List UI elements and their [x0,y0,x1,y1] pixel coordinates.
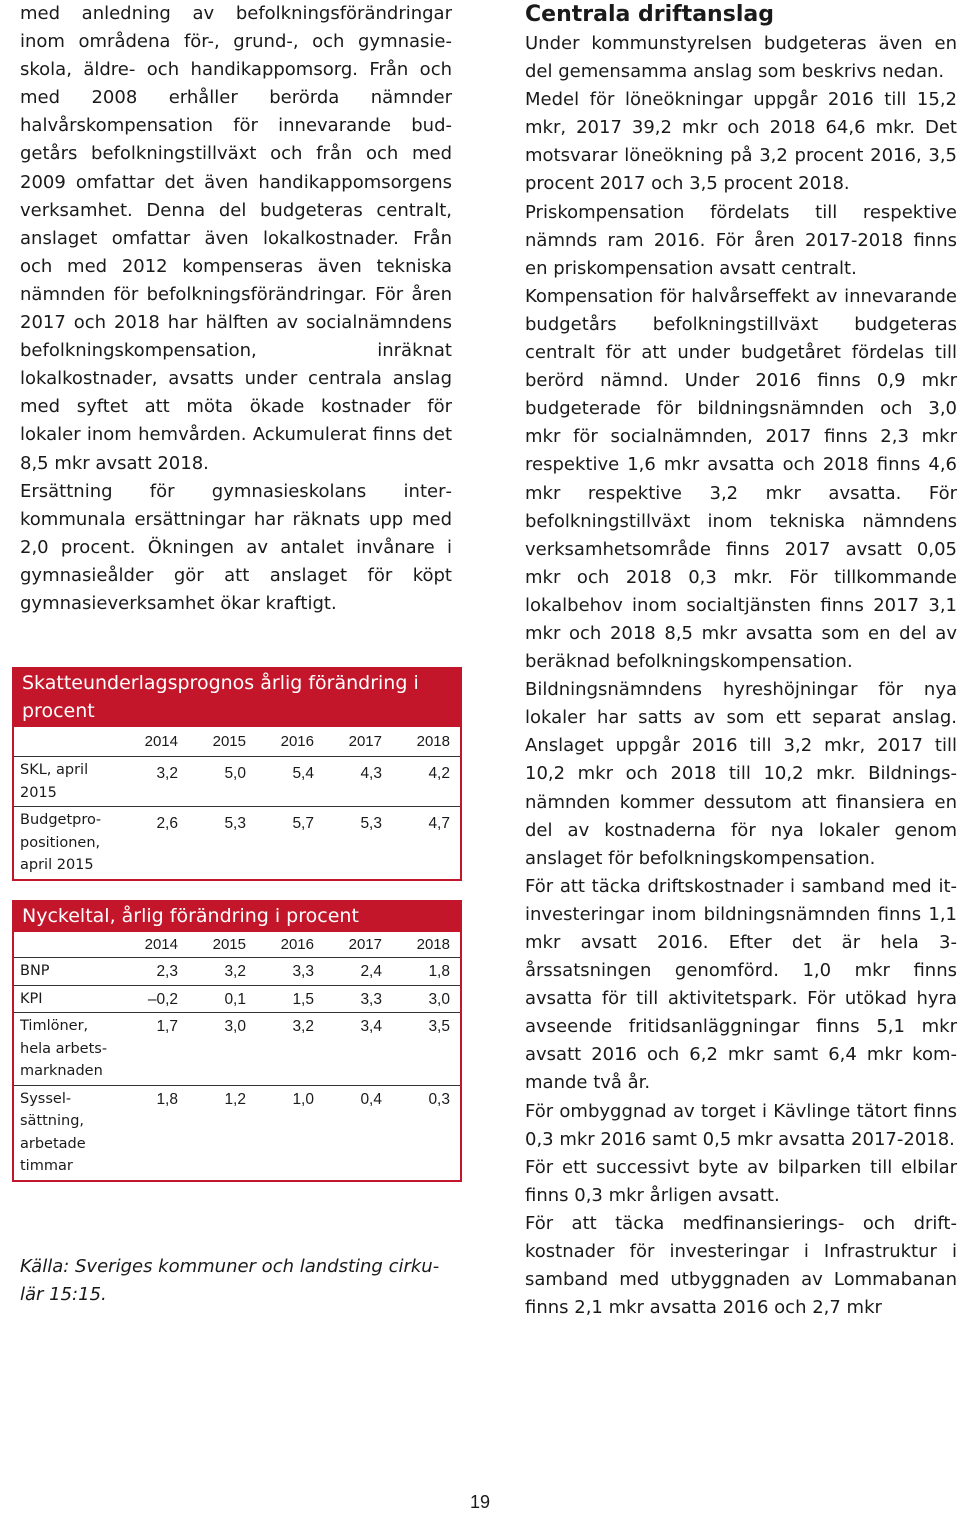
year-header: 2018 [416,733,450,750]
body-paragraph: med anledning av befolkningsförändringar inom områdena för-, grund-, och gymnasieskola, äldre- och handikappomsorg. Från och med 2008 erhåller berörda nämnder halvårskompensation för innevarande budgetårs befolkningstillväxt och från och med 2009 omfattar det även handikappomsorgens verksamhet. Denna del budgeteras centralt, anslaget omfattar även lokalkostnader. Från och med 2012 kompenseras även tekniska nämnden för befolkningsförändringar. För åren 2017 och 2018 har hälften av socialnämndens befolkningskompensation, inräknat lokalkostnader, avsatts under centrala anslag med syftet att möta ökade kostnader för lokaler inom hemvården. Ackumulerat finns det 8,5 mkr avsatt 2018. [20,3,452,474]
section-heading: Centrala driftanslag [525,2,774,27]
cell: 2,3 [156,963,178,980]
row-values [109,807,460,879]
cell: 0,4 [360,1090,382,1108]
cell: 0,1 [224,990,246,1008]
cell: 3,0 [224,1018,246,1035]
body-paragraph: För att täcka medfinansierings- och driftkostnader för investeringar i Infrastruktur i samband med utbyggnaden av Lommabanan finns 2,1 mkr avsatta 2016 och 2,7 mkr [525,1212,957,1319]
cell: 4,2 [428,765,450,782]
year-header: 2014 [144,936,178,953]
cell: 3,4 [360,1018,382,1035]
cell: 3,5 [428,1018,450,1035]
year-header: 2017 [348,733,382,750]
cell: 0,3 [428,1090,450,1108]
body-paragraph: Under kommunstyrelsen budgeteras även en del gemensamma anslag som beskrivs nedan. [525,33,957,83]
table-year-header [14,727,460,756]
cell: 5,0 [224,765,246,782]
cell: 3,3 [292,963,314,980]
source-note: Källa: Sveriges kommuner och landsting cirkulär 15:15. [20,1256,440,1305]
year-header: 2018 [416,936,450,953]
cell: 5,3 [360,815,382,832]
cell: 5,4 [292,765,314,782]
cell: 3,2 [292,1018,314,1035]
row-label: Timlöner, hela arbetsmarknaden [20,1018,108,1079]
row-label: Sysselsättning, arbetade timmar [20,1090,86,1174]
year-header: 2016 [280,936,314,953]
cell: 2,6 [156,815,178,832]
cell: 3,2 [224,963,246,980]
table-title: Nyckeltal, årlig förändring i procent [14,900,460,932]
cell: 3,3 [360,990,382,1008]
body-paragraph: För att täcka driftskostnader i samband med it-investeringar inom bildningsnämnden finns 1,1 mkr avsatt 2016. Efter det är hela 3-årssatsningen genomförd. 1,0 mkr finns avsatta för till aktivitetspark. För utökad hyra avseende fritidsanläggningar finns 5,1 mkr avsatt 2016 och 6,2 mkr samt 6,4 mkr kommande två år. [525,875,957,1094]
cell: –0,2 [147,990,178,1008]
row-label: Budgetpropositionen, april 2015 [20,812,102,873]
tax-forecast-table [12,667,462,881]
body-paragraph: Priskompensation fördelats till respektive nämnds ram 2016. För åren 2017-2018 finns en priskompensation avsatt centralt. [525,201,957,279]
page-number: 19 [469,1492,491,1512]
year-header: 2015 [212,733,246,750]
body-paragraph: Bildningsnämndens hyreshöjningar för nya lokaler har satts av som ett separat anslag. Anslaget uppgår 2016 till 3,2 mkr, 2017 till 10,2 mkr och 2018 till 10,2 mkr. Bildningsnämnden kommer dessutom att finansiera en del av kostnaderna för nya lokaler genom anslaget för befolkningskompensation. [525,679,957,869]
right-column [525,0,957,1322]
table-row [14,957,460,985]
row-values [109,757,460,806]
table-row [14,1085,460,1180]
cell: 1,8 [428,963,450,980]
cell: 1,5 [292,990,314,1008]
table-row [14,1012,460,1085]
row-values [109,1086,460,1180]
cell: 2,4 [360,963,382,980]
cell: 5,3 [224,815,246,832]
year-header: 2014 [144,733,178,750]
body-paragraph: Kompensation för halvårseffekt av innevarande budgetårs befolkningstillväxt budgeteras centralt för att under budgetåret fördelas till berörd nämnd. Under 2016 finns 0,9 mkr budgeterade för bildningsnämnden och 3,0 mkr för socialnämnden, 2017 finns 2,3 mkr respektive 1,6 mkr avsatta och 2018 finns 4,6 mkr respektive 3,2 mkr avsatta. För befolkningstillväxt inom tekniska nämndens verksamhetsområde finns 2017 avsatt 0,05 mkr och 2018 0,3 mkr. För tillkommande lokalbehov inom socialtjänsten finns 2017 3,1 mkr och 2018 8,5 mkr avsatta som en del av beräknad befolkningskompensation. [525,285,957,673]
row-label: SKL, april 2015 [20,762,89,801]
table-row [14,756,460,806]
table-row [14,985,460,1013]
body-paragraph: För ett successivt byte av bilparken till elbilar finns 0,3 mkr årligen avsatt. [525,1156,957,1206]
cell: 3,0 [428,990,450,1008]
row-label: KPI [20,990,43,1007]
cell: 1,0 [292,1090,314,1108]
cell: 1,2 [224,1090,246,1108]
key-figures-table [12,900,462,1182]
cell: 4,7 [428,815,450,832]
cell: 4,3 [360,765,382,782]
body-paragraph: Ersättning för gymnasieskolans interkommunala ersättningar har räknats upp med 2,0 procent. Ökningen av antalet invånare i gymnasieålder gör att anslaget för köpt gymnasieverksamhet ökar kraftigt. [20,480,452,614]
table-year-header [14,932,460,957]
cell: 3,2 [156,765,178,782]
body-paragraph: För ombyggnad av torget i Kävlinge tätort finns 0,3 mkr 2016 samt 0,5 mkr avsatta 2017-2018. [525,1100,957,1150]
cell: 1,8 [156,1090,178,1108]
table-title: Skatteunderlagsprognos årlig förändring i procent [14,667,460,727]
cell: 5,7 [292,815,314,832]
body-paragraph: Medel för löneökningar uppgår 2016 till 15,2 mkr, 2017 39,2 mkr och 2018 64,6 mkr. Det motsvarar löneökning på 3,2 procent 2016, 3,5 procent 2017 och 3,5 procent 2018. [525,89,957,195]
year-header: 2017 [348,936,382,953]
row-values [109,1013,460,1085]
row-values [109,958,460,985]
cell: 1,7 [156,1018,178,1035]
left-column [20,0,452,618]
row-values [109,986,460,1013]
year-header: 2016 [280,733,314,750]
row-label: BNP [20,963,50,979]
year-header: 2015 [212,936,246,953]
table-row [14,806,460,879]
